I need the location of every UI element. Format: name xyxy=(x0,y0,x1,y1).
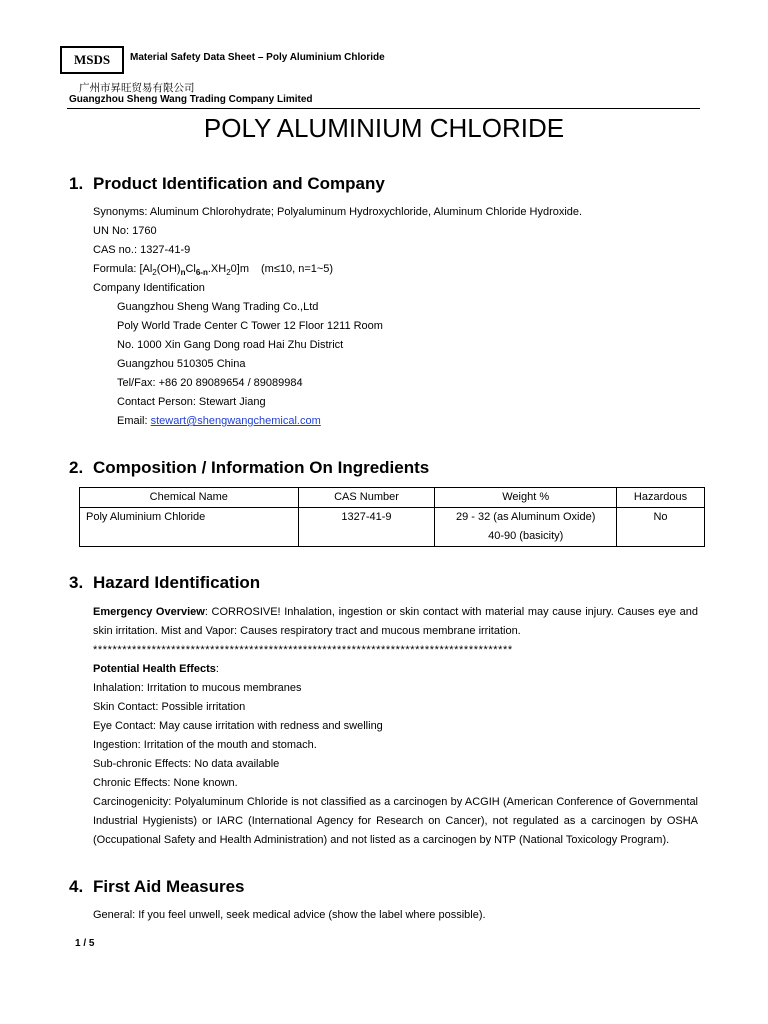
formula-text: Formula: [Al xyxy=(93,263,153,275)
composition-table xyxy=(79,487,705,547)
company-identification-heading: Company Identification xyxy=(93,282,205,294)
section-number: 1. xyxy=(69,174,84,193)
chemical-name-cell: Poly Aluminium Chloride xyxy=(80,508,299,547)
company-line: Poly World Trade Center C Tower 12 Floor 1211 Room xyxy=(117,320,383,332)
cas-number-cell: 1327-41-9 xyxy=(298,508,435,547)
cas-number-line: CAS no.: 1327-41-9 xyxy=(93,244,191,256)
emergency-overview-text: : CORROSIVE! Inhalation, ingestion or skin contact with material may cause injury. Causes eye and skin irritation. Mist and Vapor: Causes respiratory tract and mucous membrane irritation. xyxy=(93,606,698,637)
company-line: No. 1000 Xin Gang Dong road Hai Zhu District xyxy=(117,339,344,351)
formula-text: .XH xyxy=(207,263,227,275)
formula-text: (OH) xyxy=(156,263,181,275)
health-effect-item: Chronic Effects: None known. xyxy=(93,777,238,789)
synonyms-line: Synonyms: Aluminum Chlorohydrate; Polyaluminum Hydroxychloride, Aluminum Chloride Hydroxide. xyxy=(93,206,583,218)
formula-subscript: n xyxy=(180,268,186,278)
section-3-heading xyxy=(69,573,260,593)
weight-line: 29 - 32 (as Aluminum Oxide) xyxy=(456,511,596,523)
section-title: Product Identification and Company xyxy=(93,174,385,193)
email-link[interactable]: stewart@shengwangchemical.com xyxy=(150,415,321,427)
formula-text: Cl xyxy=(185,263,196,275)
section-title: Composition / Information On Ingredients xyxy=(93,458,430,477)
health-effects-colon: : xyxy=(215,663,219,675)
page-number: 1 / 5 xyxy=(75,938,95,949)
health-effects-heading xyxy=(93,660,219,679)
table-header-cell: CAS Number xyxy=(298,488,435,508)
table-row xyxy=(80,508,705,547)
weight-line: 40-90 (basicity) xyxy=(488,530,564,542)
header-title: Material Safety Data Sheet – Poly Aluminium Chloride xyxy=(130,52,385,63)
table-header-cell: Weight % xyxy=(435,488,617,508)
table-header-cell: Hazardous xyxy=(617,488,705,508)
company-line: Contact Person: Stewart Jiang xyxy=(117,396,266,408)
formula-subscript: 6-n xyxy=(195,268,208,278)
emergency-overview xyxy=(93,603,698,641)
weight-cell xyxy=(435,508,617,547)
formula-note: (m≤10, n=1~5) xyxy=(261,263,334,275)
health-effect-item: Ingestion: Irritation of the mouth and stomach. xyxy=(93,739,317,751)
formula-subscript: 2 xyxy=(152,268,157,278)
company-line: Guangzhou Sheng Wang Trading Co.,Ltd xyxy=(117,301,319,313)
company-line: Guangzhou 510305 China xyxy=(117,358,246,370)
company-line: Tel/Fax: +86 20 89089654 / 89089984 xyxy=(117,377,303,389)
section-2-heading xyxy=(69,458,429,478)
hazardous-cell: No xyxy=(617,508,705,547)
email-label: Email: xyxy=(117,415,151,427)
section-number: 2. xyxy=(69,458,84,477)
section-1-heading xyxy=(69,174,385,194)
asterisk-separator: ************************************************************************************** xyxy=(93,644,513,656)
section-title: First Aid Measures xyxy=(93,877,245,896)
section-title: Hazard Identification xyxy=(93,573,261,592)
formula-subscript: 2 xyxy=(226,268,231,278)
header-divider xyxy=(67,108,700,109)
first-aid-general: General: If you feel unwell, seek medical advice (show the label where possible). xyxy=(93,909,486,921)
un-number-line: UN No: 1760 xyxy=(93,225,157,237)
carcinogenicity-paragraph: Carcinogenicity: Polyaluminum Chloride is not classified as a carcinogen by ACGIH (American Conference of Governmental Industrial Hygienists) or IARC (International Agency for Research on Cancer), not regulated as a carcinogen by OSHA (Occupational Safety and Health Administration) and not listed as a carcinogen by NTP (National Toxicology Program). xyxy=(93,796,698,846)
table-header-cell: Chemical Name xyxy=(80,488,299,508)
document-title: POLY ALUMINIUM CHLORIDE xyxy=(203,113,565,143)
health-effect-item: Skin Contact: Possible irritation xyxy=(93,701,246,713)
msds-badge: MSDS xyxy=(60,46,124,74)
email-line xyxy=(117,412,321,431)
formula-text: 0]m xyxy=(230,263,249,275)
health-effect-item: Sub-chronic Effects: No data available xyxy=(93,758,280,770)
health-effect-item: Eye Contact: May cause irritation with redness and swelling xyxy=(93,720,383,732)
company-name-english: Guangzhou Sheng Wang Trading Company Limited xyxy=(69,94,313,105)
section-number: 3. xyxy=(69,573,84,592)
company-name-chinese: 广州市昇旺贸易有限公司 xyxy=(79,82,195,94)
table-header-row xyxy=(80,488,705,508)
health-effect-item: Inhalation: Irritation to mucous membranes xyxy=(93,682,302,694)
health-effects-label: Potential Health Effects xyxy=(93,663,216,675)
emergency-overview-label: Emergency Overview xyxy=(93,606,205,618)
section-4-heading xyxy=(69,877,244,897)
section-number: 4. xyxy=(69,877,84,896)
